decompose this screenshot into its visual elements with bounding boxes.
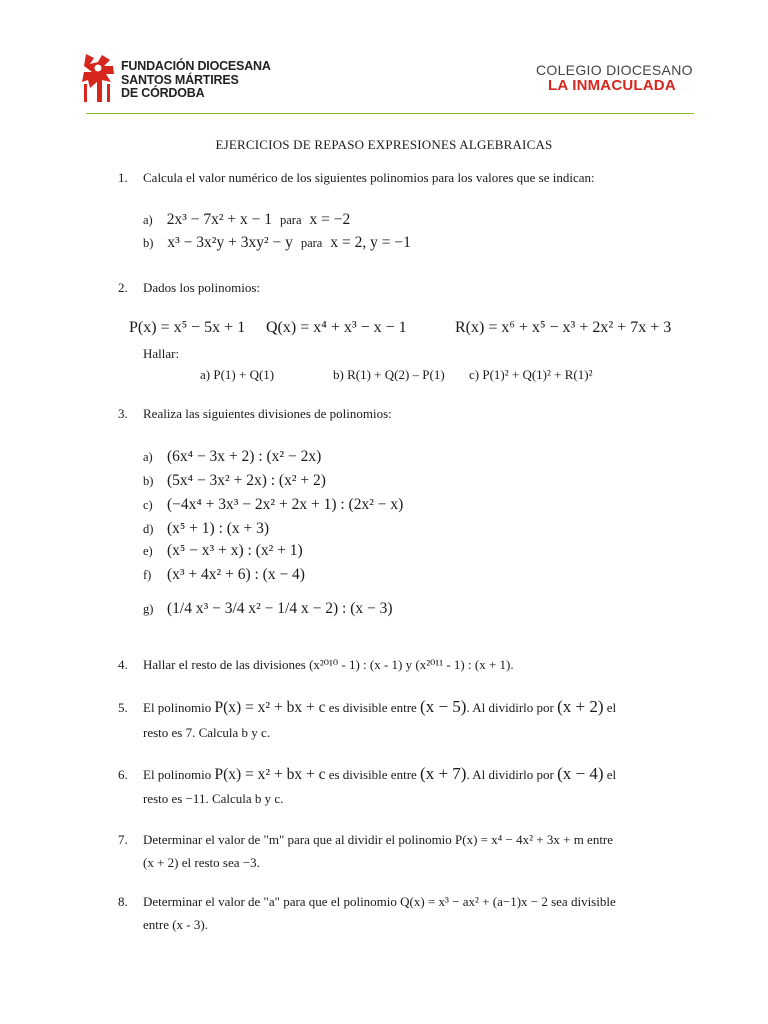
division-f bbox=[143, 566, 305, 584]
polynomial: P(x) = x² + bx + c bbox=[214, 766, 326, 783]
foundation-emblem-icon bbox=[80, 52, 118, 104]
text-fragment: El polinomio bbox=[143, 700, 212, 715]
divisor: (x + 7) bbox=[420, 764, 467, 783]
exercise-5-line-1 bbox=[143, 697, 616, 717]
math-expression: 2x³ − 7x² + x − 1 bbox=[166, 211, 272, 228]
header-divider bbox=[86, 113, 694, 114]
exercise-5-line-2: resto es 7. Calcula b y c. bbox=[143, 725, 271, 740]
math-expression: x³ − 3x²y + 3xy² − y bbox=[167, 234, 293, 251]
exercise-6-line-2: resto es −11. Calcula b y c. bbox=[143, 791, 284, 806]
exercise-1-text: Calcula el valor numérico de los siguientes polinomios para los valores que se indican: bbox=[143, 170, 595, 185]
exercise-1b bbox=[143, 234, 411, 252]
polynomial-q: Q(x) = x⁴ + x³ − x − 1 bbox=[266, 319, 407, 336]
text-fragment: es divisible entre bbox=[328, 767, 417, 782]
division-a bbox=[143, 448, 321, 466]
item-label: c) bbox=[143, 498, 153, 512]
text-fragment: . Al dividirlo por bbox=[466, 767, 554, 782]
item-label: f) bbox=[143, 568, 152, 582]
exercise-4-text: Hallar el resto de las divisiones (x²⁰¹⁰ - 1) : (x - 1) y (x²⁰¹¹ - 1) : (x + 1). bbox=[143, 657, 514, 672]
item-word: para bbox=[300, 236, 323, 250]
math-value: x = −2 bbox=[309, 211, 351, 228]
exercise-8-line-2: entre (x - 3). bbox=[143, 917, 208, 932]
divisor: (x − 5) bbox=[420, 697, 467, 716]
exercise-7-line-2: (x + 2) el resto sea −3. bbox=[143, 855, 260, 870]
exercise-3-number: 3. bbox=[118, 406, 128, 421]
text-fragment: es divisible entre bbox=[328, 700, 417, 715]
text-fragment: el bbox=[606, 767, 617, 782]
exercise-5-number: 5. bbox=[118, 700, 128, 715]
school-name-line-1: COLEGIO DIOCESANO bbox=[536, 62, 693, 78]
item-label: e) bbox=[143, 544, 153, 558]
division-e bbox=[143, 542, 303, 560]
school-name-line-2: LA INMACULADA bbox=[548, 77, 676, 94]
exercise-8-line-1: Determinar el valor de "a" para que el polinomio Q(x) = x³ − ax² + (a−1)x − 2 sea divisible bbox=[143, 894, 616, 909]
foundation-line-1: FUNDACIÓN DIOCESANA bbox=[121, 59, 271, 73]
exercise-2-text: Dados los polinomios: bbox=[143, 280, 261, 295]
division-g bbox=[143, 600, 393, 618]
exercise-7-line-1: Determinar el valor de "m" para que al dividir el polinomio P(x) = x⁴ − 4x² + 3x + m entre bbox=[143, 832, 614, 847]
item-word: para bbox=[280, 213, 302, 227]
polynomial-r: R(x) = x⁶ + x⁵ − x³ + 2x² + 7x + 3 bbox=[455, 319, 672, 336]
item-label: b) bbox=[143, 236, 154, 250]
foundation-line-3: DE CÓRDOBA bbox=[121, 86, 205, 100]
hallar-label: Hallar: bbox=[143, 346, 180, 361]
math-value: x = 2, y = −1 bbox=[330, 234, 411, 251]
foundation-line-2: SANTOS MÁRTIRES bbox=[121, 72, 239, 87]
math-expression: (x⁵ + 1) : (x + 3) bbox=[167, 520, 270, 537]
exercise-2c: c) P(1)² + Q(1)² + R(1)² bbox=[469, 367, 593, 382]
exercise-3-text: Realiza las siguientes divisiones de polinomios: bbox=[143, 406, 392, 421]
math-expression: (1/4 x³ − 3/4 x² − 1/4 x − 2) : (x − 3) bbox=[167, 600, 393, 617]
exercise-2b: b) R(1) + Q(2) – P(1) bbox=[333, 367, 445, 382]
math-expression: (x⁵ − x³ + x) : (x² + 1) bbox=[167, 542, 303, 559]
division-d bbox=[143, 520, 269, 538]
text-fragment: el bbox=[606, 700, 617, 715]
text-fragment: . Al dividirlo por bbox=[466, 700, 554, 715]
divisor: (x − 4) bbox=[557, 764, 604, 783]
foundation-logo bbox=[80, 52, 118, 109]
item-label: a) bbox=[143, 450, 153, 464]
divisor: (x + 2) bbox=[557, 697, 604, 716]
polynomial: P(x) = x² + bx + c bbox=[214, 699, 326, 716]
polynomial-p: P(x) = x⁵ − 5x + 1 bbox=[129, 319, 246, 336]
page-title: EJERCICIOS DE REPASO EXPRESIONES ALGEBRAICAS bbox=[215, 137, 553, 152]
exercise-2a: a) P(1) + Q(1) bbox=[200, 367, 275, 382]
division-c bbox=[143, 496, 403, 514]
foundation-name bbox=[121, 60, 271, 101]
division-b bbox=[143, 472, 326, 490]
math-expression: (−4x⁴ + 3x³ − 2x² + 2x + 1) : (2x² − x) bbox=[167, 496, 404, 513]
exercise-4-number: 4. bbox=[118, 657, 128, 672]
math-expression: (x³ + 4x² + 6) : (x − 4) bbox=[167, 566, 305, 583]
exercise-2-number: 2. bbox=[118, 280, 128, 295]
exercise-1-number: 1. bbox=[118, 170, 128, 185]
math-expression: (5x⁴ − 3x² + 2x) : (x² + 2) bbox=[167, 472, 326, 489]
exercise-6-number: 6. bbox=[118, 767, 128, 782]
item-label: b) bbox=[143, 474, 154, 488]
exercise-8-number: 8. bbox=[118, 894, 128, 909]
exercise-7-number: 7. bbox=[118, 832, 128, 847]
text-fragment: El polinomio bbox=[143, 767, 212, 782]
item-label: d) bbox=[143, 522, 154, 536]
exercise-1a bbox=[143, 211, 350, 229]
item-label: g) bbox=[143, 602, 154, 616]
item-label: a) bbox=[143, 213, 153, 227]
exercise-6-line-1 bbox=[143, 764, 616, 784]
math-expression: (6x⁴ − 3x + 2) : (x² − 2x) bbox=[167, 448, 322, 465]
